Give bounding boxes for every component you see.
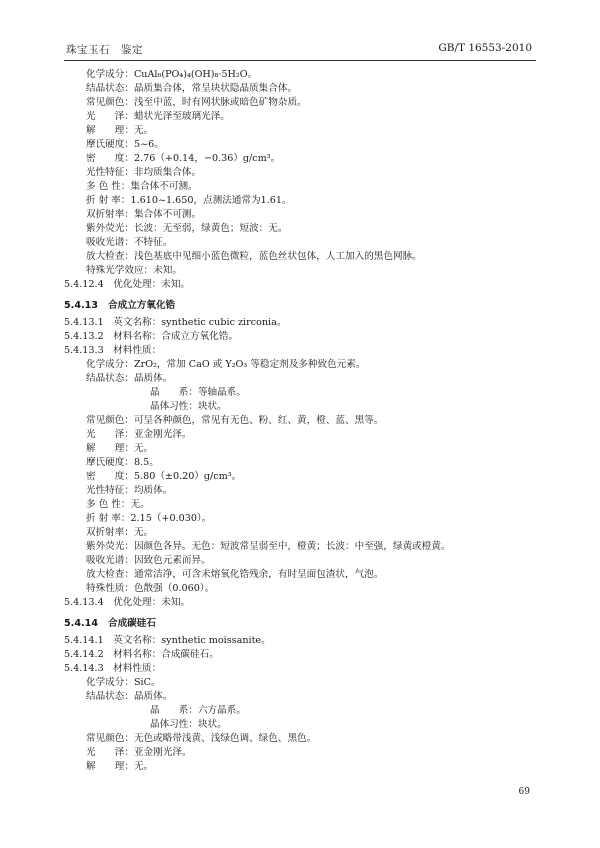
property-line: 结晶状态：晶质体。 xyxy=(86,373,173,384)
property-line: 放大检查：浅色基底中见细小蓝色微粒，蓝色丝状包体，人工加入的黑色网脉。 xyxy=(86,251,422,262)
crystal-property-line: 晶 系：等轴晶系。 xyxy=(150,387,246,398)
property-line: 折 射 率：2.15（+0.030）。 xyxy=(86,513,212,524)
property-line: 解 理：无。 xyxy=(86,125,154,136)
property-line: 光 泽：亚金刚光泽。 xyxy=(86,747,192,758)
property-line: 结晶状态：晶质体。 xyxy=(86,691,173,702)
section-title: 合成立方氧化锆 xyxy=(108,300,176,311)
property-line: 结晶状态：晶质集合体，常呈块状隐晶质集合体。 xyxy=(86,83,298,94)
property-line: 放大检查：通常洁净，可含未熔氧化锆残余，有时呈面包渣状，气泡。 xyxy=(86,569,384,580)
header-standard-number: GB/T 16553-2010 xyxy=(438,42,532,54)
property-line: 光 泽：蜡状光泽至玻璃光泽。 xyxy=(86,111,230,122)
property-line: 解 理：无。 xyxy=(86,443,154,454)
clause-line: 5.4.14.2 材料名称：合成碳硅石。 xyxy=(64,649,219,660)
crystal-property-line: 晶体习性：块状。 xyxy=(150,719,227,730)
property-line: 双折射率：集合体不可测。 xyxy=(86,209,202,220)
property-line: 紫外荧光：长波：无至弱，绿黄色；短波：无。 xyxy=(86,223,288,234)
section-5-4-13 xyxy=(64,316,544,610)
property-line: 解 理：无。 xyxy=(86,761,154,772)
crystal-property-line: 晶体习性：块状。 xyxy=(150,401,227,412)
property-line: 特殊性质：色散强（0.060）。 xyxy=(86,583,215,594)
section-number: 5.4.14 xyxy=(64,618,98,629)
property-line: 吸收光谱：不特征。 xyxy=(86,237,173,248)
section-number: 5.4.13 xyxy=(64,300,98,311)
property-line: 紫外荧光：因颜色各异。无色：短波常呈弱至中，橙黄；长波：中至强，绿黄或橙黄。 xyxy=(86,541,451,552)
clause-line: 5.4.13.1 英文名称：synthetic cubic zirconia。 xyxy=(64,317,287,328)
property-line: 双折射率：无。 xyxy=(86,527,154,538)
property-line: 光性特征：非均质集合体。 xyxy=(86,167,202,178)
section-5-4-14 xyxy=(64,634,544,774)
property-line: 多 色 性：无。 xyxy=(86,499,150,510)
property-line: 常见颜色：浅至中蓝，时有网状脉或暗色矿物杂质。 xyxy=(86,97,307,108)
property-line: 特殊光学效应：未知。 xyxy=(86,265,182,276)
header-title: 珠宝玉石 鉴定 xyxy=(66,44,143,56)
property-line: 吸收光谱：因致色元素而异。 xyxy=(86,555,211,566)
property-line: 光性特征：均质体。 xyxy=(86,485,173,496)
document-body xyxy=(64,68,544,774)
property-line: 多 色 性：集合体不可测。 xyxy=(86,181,198,192)
property-line: 常见颜色：可呈各种颜色，常见有无色、粉、红、黄，橙、蓝、黑等。 xyxy=(86,415,384,426)
property-line: 化学成分：SiC。 xyxy=(86,677,161,688)
section-heading-5-4-13 xyxy=(64,298,544,314)
property-line: 摩氏硬度：8.5。 xyxy=(86,457,159,468)
property-line: 常见颜色：无色或略带浅黄、浅绿色调、绿色、黑色。 xyxy=(86,733,317,744)
previous-material-properties xyxy=(64,68,544,292)
header-rule xyxy=(64,60,536,61)
clause-line: 5.4.13.2 材料名称：合成立方氧化锆。 xyxy=(64,331,238,342)
clause-line: 5.4.14.3 材料性质： xyxy=(64,663,162,674)
clause-line: 5.4.12.4 优化处理：未知。 xyxy=(64,279,191,290)
property-line: 化学成分：CuAl₆(PO₄)₄(OH)₈·5H₂O。 xyxy=(86,69,258,80)
clause-line: 5.4.13.4 优化处理：未知。 xyxy=(64,597,191,608)
crystal-property-line: 晶 系：六方晶系。 xyxy=(150,705,246,716)
property-line: 密 度：2.76（+0.14，−0.36）g/cm³。 xyxy=(86,153,281,164)
page-number: 69 xyxy=(518,787,530,797)
clause-line: 5.4.13.3 材料性质： xyxy=(64,345,162,356)
section-heading-5-4-14 xyxy=(64,616,544,632)
section-title: 合成碳硅石 xyxy=(108,618,156,629)
property-line: 化学成分：ZrO₂，常加 CaO 或 Y₂O₃ 等稳定剂及多种致色元素。 xyxy=(86,359,366,370)
property-line: 密 度：5.80（±0.20）g/cm³。 xyxy=(86,471,242,482)
property-line: 光 泽：亚金刚光泽。 xyxy=(86,429,192,440)
property-line: 折 射 率：1.610~1.650，点测法通常为1.61。 xyxy=(86,195,292,206)
property-line: 摩氏硬度：5~6。 xyxy=(86,139,164,150)
clause-line: 5.4.14.1 英文名称：synthetic moissanite。 xyxy=(64,635,271,646)
